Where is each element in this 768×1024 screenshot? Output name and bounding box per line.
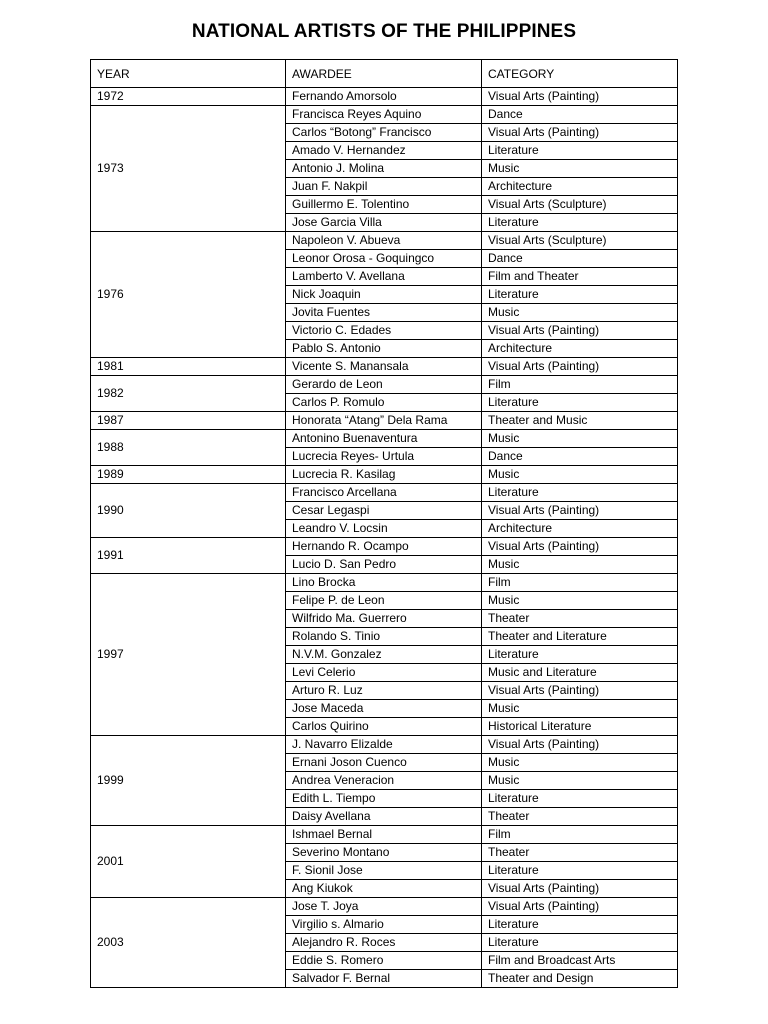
table-row <box>91 106 678 124</box>
awardee-cell: Severino Montano <box>286 844 482 862</box>
year-cell: 1982 <box>91 376 286 412</box>
awardee-cell: Ishmael Bernal <box>286 826 482 844</box>
category-cell: Theater <box>482 610 678 628</box>
table-row <box>91 430 678 448</box>
awardee-cell: Ang Kiukok <box>286 880 482 898</box>
category-cell: Literature <box>482 394 678 412</box>
awardee-cell: N.V.M. Gonzalez <box>286 646 482 664</box>
year-cell: 1997 <box>91 574 286 736</box>
awardee-cell: Andrea Veneracion <box>286 772 482 790</box>
category-cell: Literature <box>482 142 678 160</box>
category-cell: Visual Arts (Painting) <box>482 124 678 142</box>
awardee-cell: Ernani Joson Cuenco <box>286 754 482 772</box>
category-cell: Dance <box>482 106 678 124</box>
awardee-cell: Salvador F. Bernal <box>286 970 482 988</box>
awardee-cell: Cesar Legaspi <box>286 502 482 520</box>
category-cell: Visual Arts (Painting) <box>482 898 678 916</box>
category-cell: Literature <box>482 862 678 880</box>
awardee-cell: Victorio C. Edades <box>286 322 482 340</box>
table-row <box>91 736 678 754</box>
awardee-cell: Napoleon V. Abueva <box>286 232 482 250</box>
awardee-cell: Lucrecia Reyes- Urtula <box>286 448 482 466</box>
awardee-cell: Honorata “Atang” Dela Rama <box>286 412 482 430</box>
category-cell: Theater and Literature <box>482 628 678 646</box>
category-cell: Film and Broadcast Arts <box>482 952 678 970</box>
awardee-cell: Lucrecia R. Kasilag <box>286 466 482 484</box>
awardee-cell: Jose Garcia Villa <box>286 214 482 232</box>
year-cell: 1972 <box>91 88 286 106</box>
category-cell: Architecture <box>482 178 678 196</box>
category-cell: Visual Arts (Sculpture) <box>482 232 678 250</box>
awardee-cell: Rolando S. Tinio <box>286 628 482 646</box>
awardee-cell: Arturo R. Luz <box>286 682 482 700</box>
category-cell: Music <box>482 592 678 610</box>
table-row <box>91 376 678 394</box>
awardee-cell: Edith L. Tiempo <box>286 790 482 808</box>
awardee-cell: Lamberto V. Avellana <box>286 268 482 286</box>
category-cell: Music and Literature <box>482 664 678 682</box>
category-cell: Music <box>482 466 678 484</box>
table-row <box>91 898 678 916</box>
awardee-cell: Levi Celerio <box>286 664 482 682</box>
category-cell: Film <box>482 376 678 394</box>
category-cell: Visual Arts (Painting) <box>482 88 678 106</box>
category-cell: Visual Arts (Painting) <box>482 502 678 520</box>
table-header-row <box>91 60 678 88</box>
awardee-cell: Daisy Avellana <box>286 808 482 826</box>
awardee-cell: Nick Joaquin <box>286 286 482 304</box>
year-cell: 2001 <box>91 826 286 898</box>
category-cell: Architecture <box>482 340 678 358</box>
year-cell: 1999 <box>91 736 286 826</box>
awardee-cell: F. Sionil Jose <box>286 862 482 880</box>
year-cell: 1990 <box>91 484 286 538</box>
awardee-cell: Virgilio s. Almario <box>286 916 482 934</box>
awardee-cell: Leonor Orosa - Goquingco <box>286 250 482 268</box>
awardee-cell: Francisco Arcellana <box>286 484 482 502</box>
awardee-cell: Lino Brocka <box>286 574 482 592</box>
awardee-cell: Leandro V. Locsin <box>286 520 482 538</box>
year-cell: 2003 <box>91 898 286 988</box>
category-cell: Music <box>482 754 678 772</box>
awardee-cell: Antonio J. Molina <box>286 160 482 178</box>
column-header-category: CATEGORY <box>482 60 678 88</box>
table-row <box>91 484 678 502</box>
category-cell: Theater <box>482 844 678 862</box>
category-cell: Literature <box>482 286 678 304</box>
category-cell: Visual Arts (Painting) <box>482 538 678 556</box>
category-cell: Literature <box>482 934 678 952</box>
awardee-cell: Jovita Fuentes <box>286 304 482 322</box>
table-row <box>91 538 678 556</box>
table-row <box>91 466 678 484</box>
table-row <box>91 88 678 106</box>
awardee-cell: Guillermo E. Tolentino <box>286 196 482 214</box>
page-title: NATIONAL ARTISTS OF THE PHILIPPINES <box>191 21 577 42</box>
awardee-cell: Amado V. Hernandez <box>286 142 482 160</box>
table-body <box>91 88 678 988</box>
year-cell: 1973 <box>91 106 286 232</box>
awardee-cell: Fernando Amorsolo <box>286 88 482 106</box>
category-cell: Theater and Music <box>482 412 678 430</box>
awardee-cell: Carlos “Botong” Francisco <box>286 124 482 142</box>
category-cell: Film <box>482 826 678 844</box>
category-cell: Music <box>482 700 678 718</box>
category-cell: Visual Arts (Painting) <box>482 880 678 898</box>
year-cell: 1991 <box>91 538 286 574</box>
awardee-cell: Gerardo de Leon <box>286 376 482 394</box>
category-cell: Film <box>482 574 678 592</box>
table-row <box>91 574 678 592</box>
category-cell: Music <box>482 304 678 322</box>
year-cell: 1987 <box>91 412 286 430</box>
table-row <box>91 232 678 250</box>
category-cell: Music <box>482 556 678 574</box>
table-row <box>91 358 678 376</box>
awardee-cell: Carlos Quirino <box>286 718 482 736</box>
year-cell: 1989 <box>91 466 286 484</box>
category-cell: Architecture <box>482 520 678 538</box>
category-cell: Music <box>482 160 678 178</box>
table-row <box>91 826 678 844</box>
year-cell: 1981 <box>91 358 286 376</box>
category-cell: Dance <box>482 448 678 466</box>
category-cell: Literature <box>482 916 678 934</box>
awardee-cell: Vicente S. Manansala <box>286 358 482 376</box>
awardee-cell: Lucio D. San Pedro <box>286 556 482 574</box>
table-row <box>91 412 678 430</box>
category-cell: Theater and Design <box>482 970 678 988</box>
category-cell: Theater <box>482 808 678 826</box>
category-cell: Literature <box>482 646 678 664</box>
category-cell: Music <box>482 430 678 448</box>
awardee-cell: Jose T. Joya <box>286 898 482 916</box>
category-cell: Historical Literature <box>482 718 678 736</box>
awardee-cell: Pablo S. Antonio <box>286 340 482 358</box>
category-cell: Dance <box>482 250 678 268</box>
category-cell: Music <box>482 772 678 790</box>
category-cell: Literature <box>482 214 678 232</box>
awardee-cell: Hernando R. Ocampo <box>286 538 482 556</box>
awardee-cell: Juan F. Nakpil <box>286 178 482 196</box>
awardee-cell: Felipe P. de Leon <box>286 592 482 610</box>
category-cell: Literature <box>482 790 678 808</box>
category-cell: Visual Arts (Sculpture) <box>482 196 678 214</box>
year-cell: 1988 <box>91 430 286 466</box>
category-cell: Visual Arts (Painting) <box>482 736 678 754</box>
awardee-cell: Eddie S. Romero <box>286 952 482 970</box>
category-cell: Visual Arts (Painting) <box>482 358 678 376</box>
category-cell: Visual Arts (Painting) <box>482 322 678 340</box>
category-cell: Visual Arts (Painting) <box>482 682 678 700</box>
awardee-cell: Antonino Buenaventura <box>286 430 482 448</box>
category-cell: Film and Theater <box>482 268 678 286</box>
awardee-cell: J. Navarro Elizalde <box>286 736 482 754</box>
column-header-awardee: AWARDEE <box>286 60 482 88</box>
awardee-cell: Jose Maceda <box>286 700 482 718</box>
national-artists-table <box>90 59 678 988</box>
awardee-cell: Carlos P. Romulo <box>286 394 482 412</box>
column-header-year: YEAR <box>91 60 286 88</box>
awardee-cell: Alejandro R. Roces <box>286 934 482 952</box>
awardee-cell: Francisca Reyes Aquino <box>286 106 482 124</box>
awardee-cell: Wilfrido Ma. Guerrero <box>286 610 482 628</box>
category-cell: Literature <box>482 484 678 502</box>
year-cell: 1976 <box>91 232 286 358</box>
